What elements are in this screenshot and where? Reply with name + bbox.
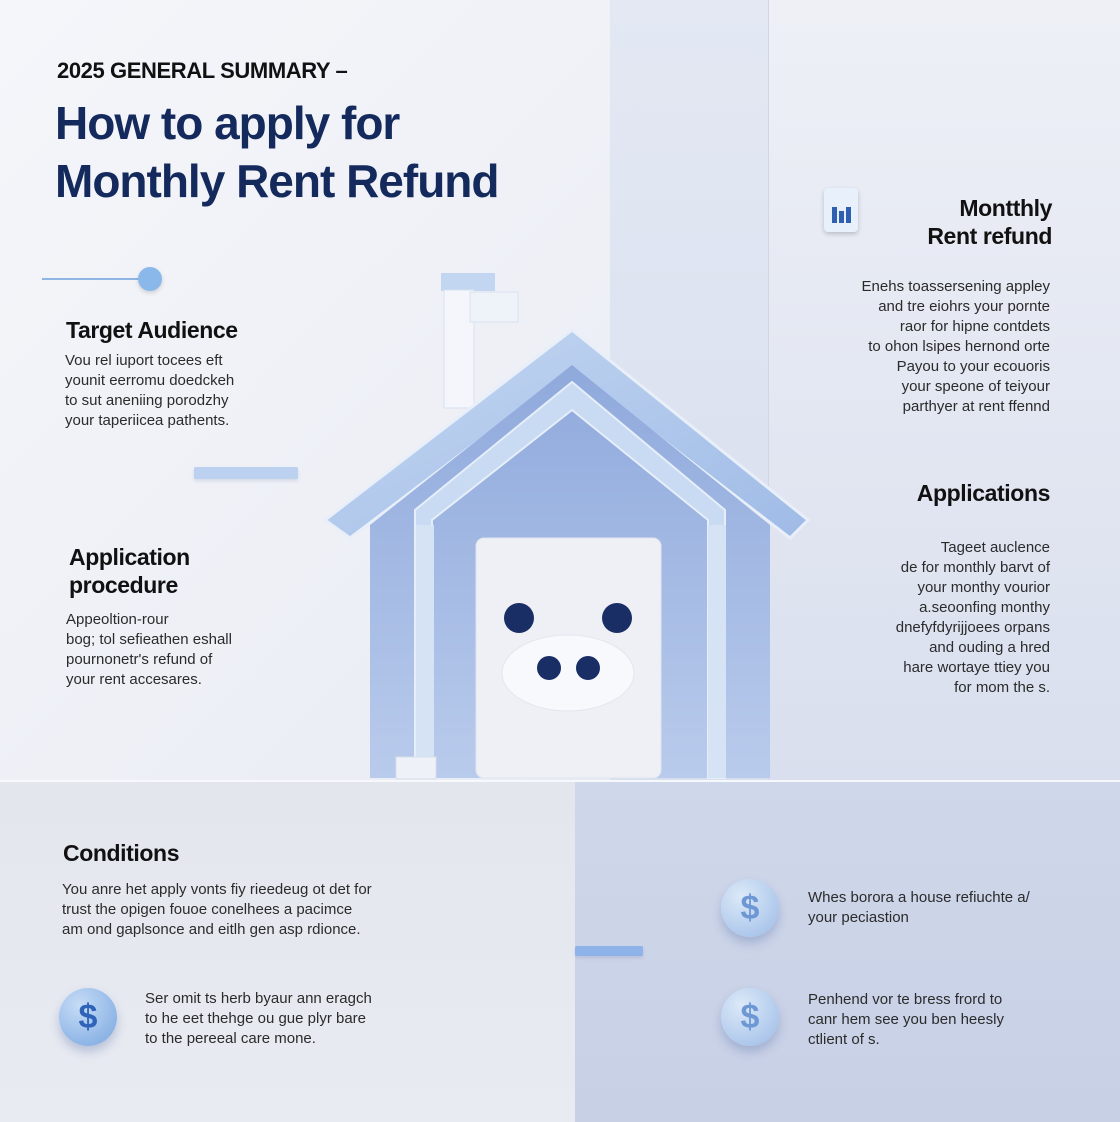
conditions-item-text — [145, 989, 445, 1049]
application-procedure-text — [66, 610, 326, 690]
decorative-line — [42, 278, 142, 280]
monthly-rent-refund-title — [860, 194, 1052, 250]
text-line: de for monthly barvt of — [900, 559, 1050, 576]
text-line: You anre het apply vonts fiy rieedeug ot det for — [62, 881, 372, 898]
text-line: for mom the s. — [954, 679, 1050, 696]
pig-right-eye — [602, 603, 632, 633]
text-line: to he eet thehge ou gue plyr bare — [145, 1010, 367, 1027]
bg-bottom-right-panel — [575, 780, 1120, 1122]
text-line: younit eerromu doedckeh — [65, 372, 235, 389]
text-line: Tageet auclence — [940, 539, 1050, 556]
application-procedure-title — [69, 543, 190, 599]
pig-right-nostril — [576, 656, 600, 680]
text-line: Whes borora a house refiuchte a/ — [808, 889, 1030, 906]
conditions-title: Conditions — [63, 840, 180, 866]
text-line: raor for hipne contdets — [899, 318, 1050, 335]
text-line: your peciastion — [808, 909, 909, 926]
chimney-cap — [441, 273, 495, 291]
text-line: to sut aneniing porodzhy — [65, 392, 229, 409]
text-line: your speone of teiyour — [901, 378, 1050, 395]
pig-left-eye — [504, 603, 534, 633]
text-line: dnefyfdyrijjoees orpans — [895, 619, 1050, 636]
target-audience-title: Target Audience — [66, 317, 238, 343]
text-line: canr hem see you ben heesly — [808, 1011, 1004, 1028]
left-post — [416, 525, 434, 778]
pig-snout — [502, 635, 634, 711]
step-block — [396, 757, 436, 779]
decorative-bar — [194, 467, 298, 479]
bg-bottom-left-panel — [0, 780, 575, 1122]
text-line: Penhend vor te bress frord to — [808, 991, 1003, 1008]
page-title — [55, 94, 499, 210]
text-line: am ond gaplsonce and eitlh gen asp rdionce. — [62, 921, 361, 938]
text-line: to ohon lsipes hernond orte — [868, 338, 1050, 355]
dollar-coin-icon: $ — [721, 988, 779, 1046]
bottom-right-item-1-text — [808, 888, 1088, 928]
text-line: and ouding a hred — [929, 639, 1050, 656]
title-line: Rent refund — [927, 223, 1052, 249]
text-line: your rent accesares. — [66, 671, 202, 688]
target-audience-text — [65, 351, 325, 431]
chimney-arm — [470, 292, 518, 322]
text-line: bog; tol sefieathen eshall — [66, 631, 232, 648]
text-line: and tre eiohrs your pornte — [878, 298, 1050, 315]
title-line: Montthly — [959, 195, 1052, 221]
text-line: ctlient of s. — [808, 1031, 880, 1048]
doc-chart-icon — [824, 188, 858, 232]
right-post — [708, 525, 726, 778]
text-line: Enehs toassersening appley — [861, 278, 1050, 295]
text-line: trust the opigen fouoe conelhees a pacimce — [62, 901, 353, 918]
title-line: procedure — [69, 572, 178, 598]
conditions-text — [62, 880, 442, 940]
text-line: Ser omit ts herb byaur ann eragch — [145, 990, 372, 1007]
text-line: your monthy vourior — [917, 579, 1050, 596]
bottom-right-item-2-text — [808, 990, 1088, 1050]
dollar-coin-icon: $ — [59, 988, 117, 1046]
text-line: parthyer at rent ffennd — [902, 398, 1050, 415]
page-eyebrow: 2025 GENERAL SUMMARY – — [57, 58, 348, 83]
page-title-line-1: How to apply for — [55, 97, 400, 149]
text-line: a.seoonfing monthy — [919, 599, 1050, 616]
text-line: Payou to your ecouoris — [896, 358, 1050, 375]
text-line: pournonetr's refund of — [66, 651, 213, 668]
text-line: hare wortaye ttiey you — [903, 659, 1050, 676]
pig-left-nostril — [537, 656, 561, 680]
text-line: Vou rel iuport tocees eft — [65, 352, 223, 369]
applications-title: Applications — [916, 480, 1050, 506]
decorative-bar — [575, 946, 643, 956]
monthly-rent-refund-text — [810, 277, 1050, 417]
title-line: Application — [69, 544, 190, 570]
text-line: your taperiicea pathents. — [65, 412, 230, 429]
decorative-dot — [138, 267, 162, 291]
text-line: Appeoltion-rour — [66, 611, 169, 628]
applications-text — [810, 538, 1050, 698]
dollar-coin-icon: $ — [721, 879, 779, 937]
house-illustration — [320, 270, 820, 790]
page-title-line-2: Monthly Rent Refund — [55, 155, 499, 207]
text-line: to the pereeal care mone. — [145, 1030, 316, 1047]
